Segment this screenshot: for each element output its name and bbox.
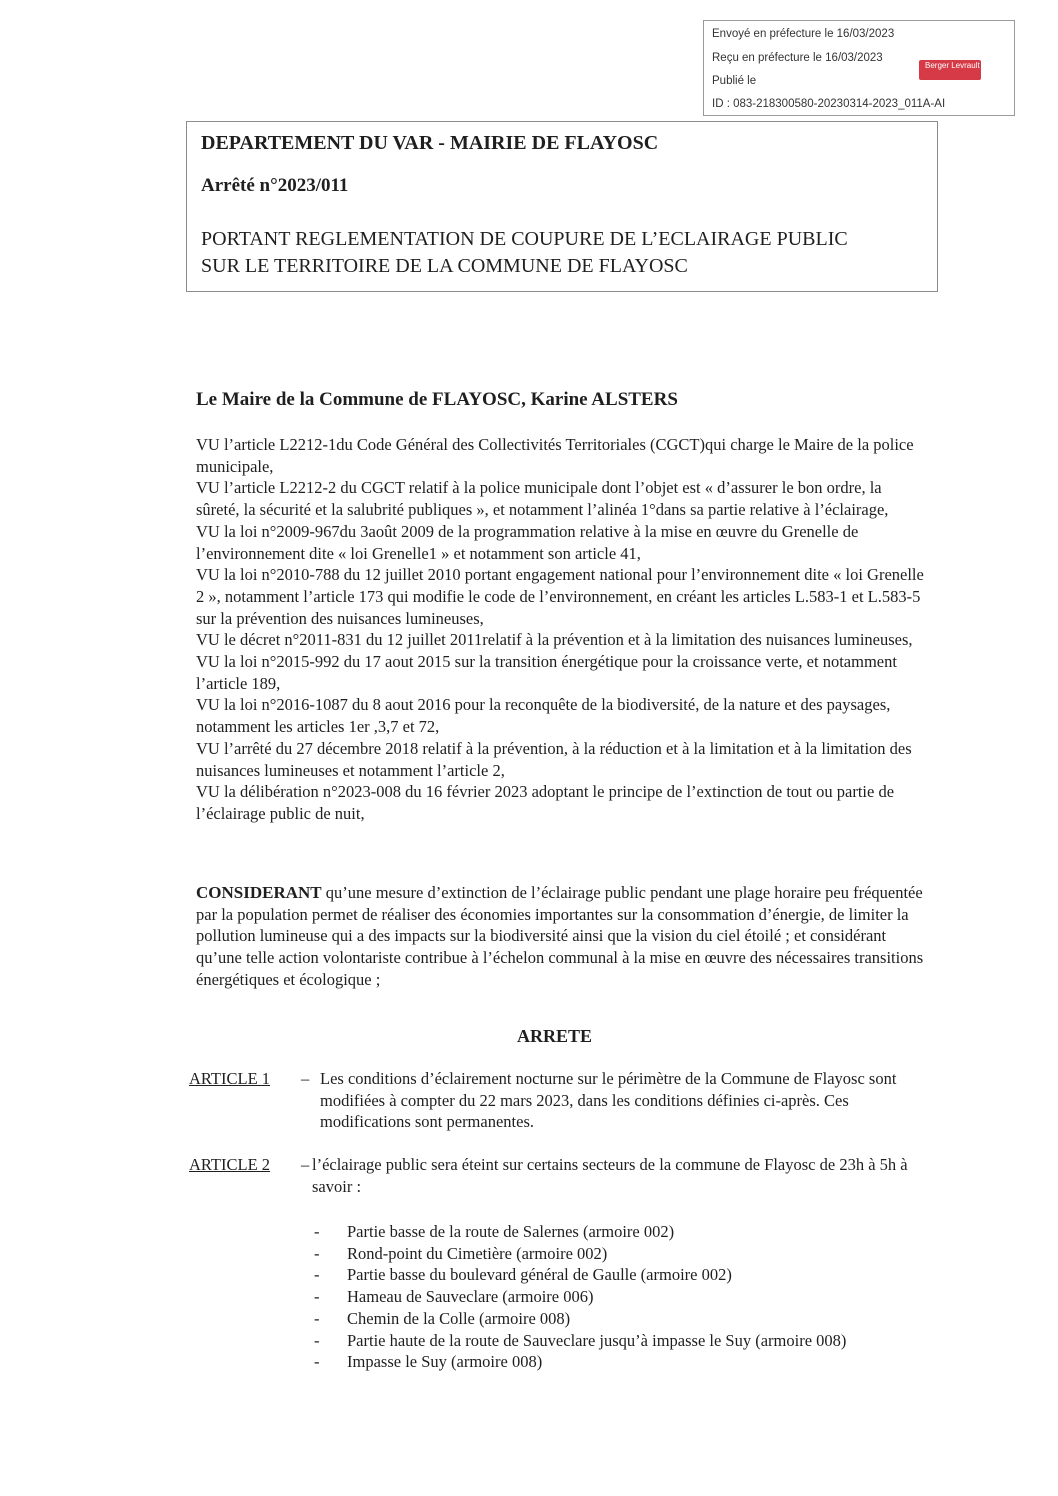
vu-item: VU la délibération n°2023-008 du 16 février 2023 adoptant le principe de l’extinction de tout ou partie de l’éclairage public de nuit, (196, 782, 895, 823)
considerant-text: qu’une mesure d’extinction de l’éclairage public pendant une plage horaire peu fréquentée par la population permet de réaliser des économies importantes sur la consommation d’énergie, de limiter la pollution lumineuse qui a des impacts sur la biodiversité ainsi que la vision du ciel étoilé ; et considérant qu’une telle action volontariste contribue à l’échelon communal à la mise en œuvre des nécessaires transitions énergétiques et écologique ; (196, 883, 924, 989)
considerant-keyword: CONSIDERANT (196, 883, 322, 902)
stamp-published: Publié le (712, 75, 757, 87)
list-item (314, 1286, 846, 1308)
subject-line-2: SUR LE TERRITOIRE DE LA COMMUNE DE FLAYOSC (201, 255, 688, 277)
article-2-text: l’éclairage public sera éteint sur certains secteurs de la commune de Flayosc de 23h à 5h à savoir : (312, 1155, 908, 1196)
list-dash: - (314, 1330, 320, 1350)
sector-text: Chemin de la Colle (armoire 008) (347, 1308, 571, 1328)
vu-list (196, 434, 926, 825)
considerant-paragraph (196, 882, 926, 991)
article-1-text: Les conditions d’éclairement nocturne sur le périmètre de la Commune de Flayosc sont modifiées à compter du 22 mars 2023, dans les conditions définies ci-après. Ces modifications sont permanentes. (320, 1069, 897, 1132)
vu-item: VU la loi n°2009-967du 3août 2009 de la programmation relative à la mise en œuvre du Grenelle de l’environnement dite « loi Grenelle1 » et notamment son article 41, (196, 521, 859, 563)
header-box (186, 121, 938, 292)
arrete-title: ARRETE (517, 1026, 593, 1046)
subject-line-1: PORTANT REGLEMENTATION DE COUPURE DE L’ECLAIRAGE PUBLIC (201, 228, 848, 250)
prefecture-stamp (703, 20, 1015, 116)
list-item (314, 1221, 846, 1243)
article-1-label: ARTICLE 1 (189, 1069, 271, 1088)
sector-text: Partie haute de la route de Sauveclare jusqu’à impasse le Suy (armoire 008) (347, 1330, 847, 1350)
stamp-id: ID : 083-218300580-20230314-2023_011A-AI (712, 98, 946, 110)
vu-item: VU l’article L2212-1du Code Général des Collectivités Territoriales (CGCT)qui charge le Maire de la police municipale, (196, 435, 914, 476)
list-item (314, 1308, 846, 1330)
list-dash: - (314, 1243, 320, 1263)
stamp-sent: Envoyé en préfecture le 16/03/2023 (712, 28, 895, 40)
sector-list (314, 1221, 846, 1373)
list-dash: - (314, 1352, 320, 1372)
vu-item: VU la loi n°2015-992 du 17 aout 2015 sur la transition énergétique pour la croissance verte, et notamment l’article 189, (196, 652, 897, 693)
sector-text: Impasse le Suy (armoire 008) (347, 1352, 543, 1372)
article-1-dash: – (301, 1069, 310, 1088)
arrete-subject (201, 226, 848, 280)
list-dash: - (314, 1222, 320, 1241)
mayor-heading: Le Maire de la Commune de FLAYOSC, Karine ALSTERS (196, 389, 678, 410)
sector-text: Hameau de Sauveclare (armoire 006) (347, 1287, 594, 1307)
list-dash: - (314, 1265, 320, 1285)
list-dash: - (314, 1287, 320, 1307)
list-item (314, 1330, 846, 1352)
department-title: DEPARTEMENT DU VAR - MAIRIE DE FLAYOSC (201, 132, 659, 154)
sector-text: Partie basse du boulevard général de Gaulle (armoire 002) (347, 1265, 732, 1285)
vu-item: VU la loi n°2016-1087 du 8 aout 2016 pour la reconquête de la biodiversité, de la nature et des paysages, notamment les articles 1er ,3,7 et 72, (196, 695, 891, 737)
list-dash: - (314, 1308, 320, 1328)
vu-item: VU la loi n°2010-788 du 12 juillet 2010 portant engagement national pour l’environnement dite « loi Grenelle 2 », notamment l’article 173 qui modifie le code de l’environnement, en créant les articles L.583-1 et L.583-5 sur la prévention des nuisances lumineuses, (196, 565, 924, 628)
list-item (314, 1264, 846, 1286)
vu-item: VU l’arrêté du 27 décembre 2018 relatif à la prévention, à la réduction et à la limitation et à la limitation des nuisances lumineuses et notamment l’article 2, (196, 738, 912, 780)
vu-item: VU l’article L2212-2 du CGCT relatif à la police municipale dont l’objet est « d’assurer le bon ordre, la sûreté, la sécurité et la salubrité publiques », et notamment l’alinéa 1°dans sa partie relative à l’éclairage, (196, 478, 889, 520)
sector-text: Rond-point du Cimetière (armoire 002) (347, 1243, 608, 1263)
berger-levrault-logo: Berger Levrault (919, 60, 981, 80)
article-2-label: ARTICLE 2 (189, 1155, 271, 1174)
list-item (314, 1243, 846, 1265)
stamp-received: Reçu en préfecture le 16/03/2023 (712, 52, 883, 64)
list-item (314, 1351, 846, 1373)
article-2-dash: – (301, 1155, 310, 1174)
sector-text: Partie basse de la route de Salernes (armoire 002) (347, 1222, 675, 1241)
arrete-number: Arrêté n°2023/011 (201, 175, 349, 196)
vu-item: VU le décret n°2011-831 du 12 juillet 2011relatif à la prévention et à la limitation des nuisances lumineuses, (196, 630, 913, 650)
